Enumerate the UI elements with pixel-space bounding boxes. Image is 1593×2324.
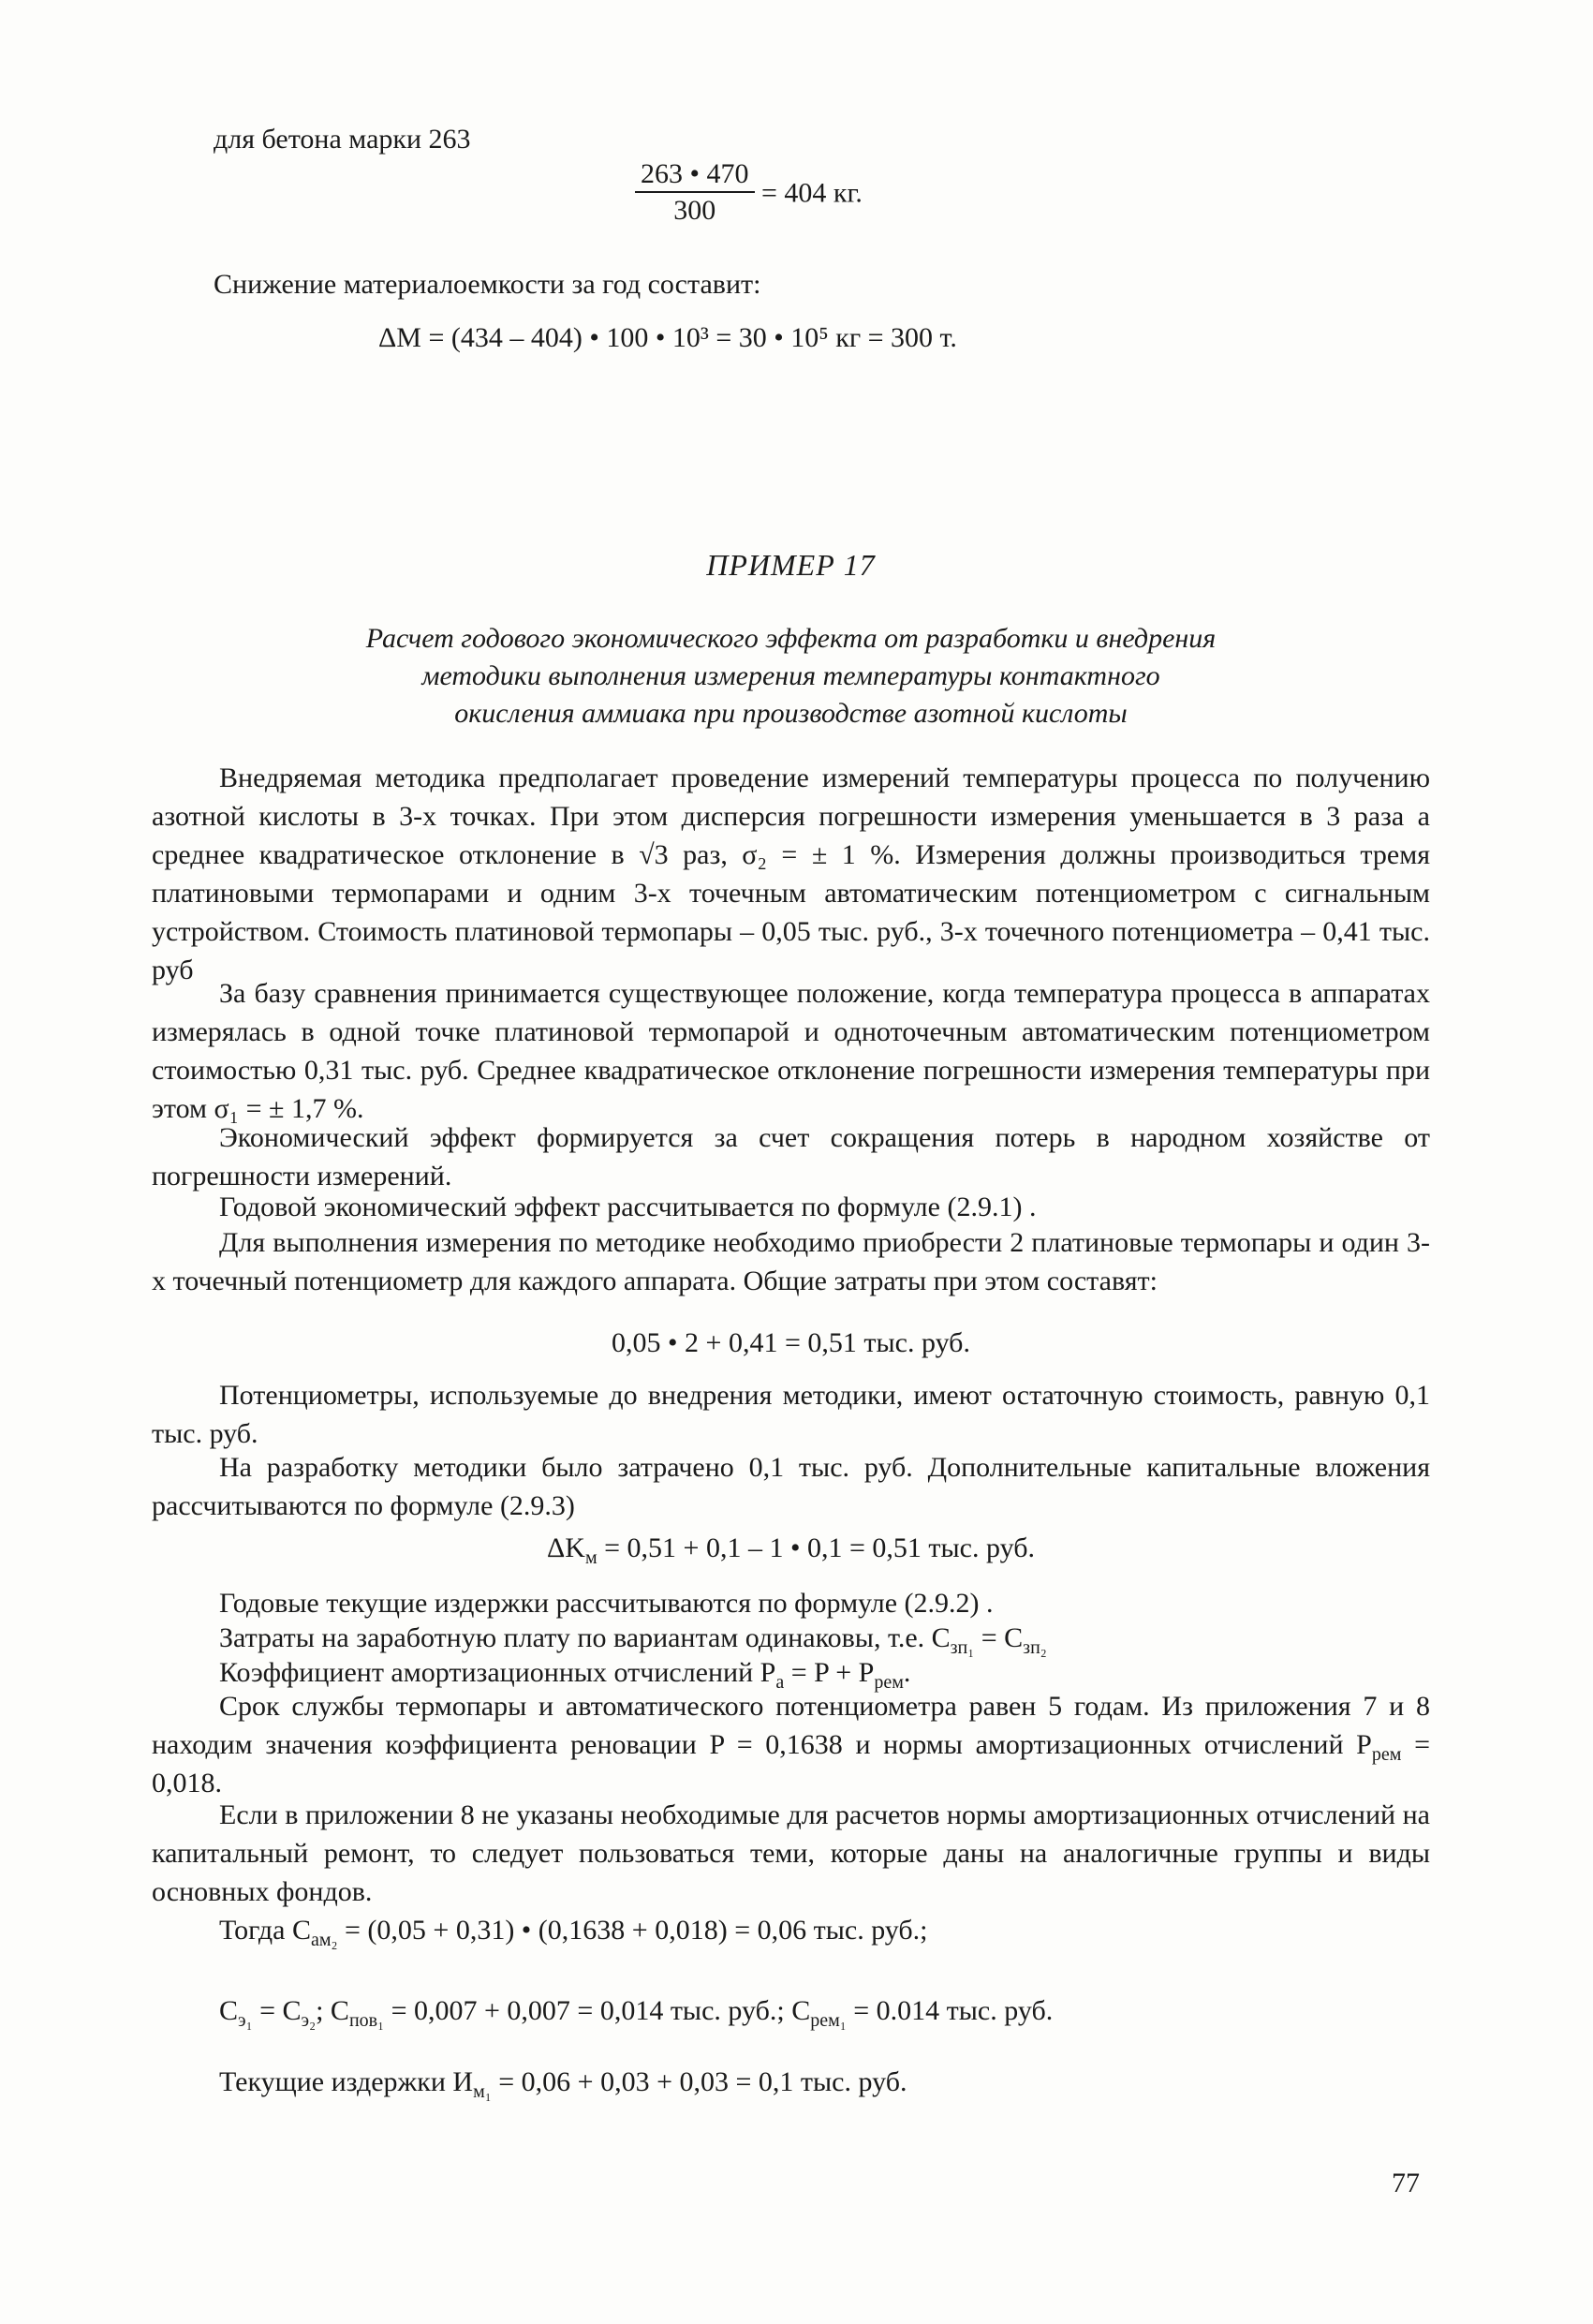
formula-ce — [219, 1991, 1053, 2030]
formula-ce-sub3: пов₁ — [348, 2010, 385, 2031]
formula-dk-lhs: ΔK — [547, 1532, 585, 1563]
paragraph-4-text: Годовой экономический эффект рассчитывается по формуле (2.9.1) . — [219, 1192, 1037, 1222]
formula-ce-5: = 0.014 тыс. руб. — [846, 1995, 1054, 2026]
paragraph-service — [152, 1687, 1430, 1802]
formula-ce-4: = 0,007 + 0,007 = 0,014 тыс. руб.; C — [384, 1995, 811, 2026]
formula-ce-1: C — [219, 1995, 239, 2026]
line-wages-text: Затраты на заработную плату по вариантам одинаковы, т.е. C — [219, 1622, 951, 1653]
line-wages-eq: = C — [974, 1622, 1024, 1653]
line-current-costs: Годовые текущие издержки рассчитываются по формуле (2.9.2) . — [219, 1588, 994, 1619]
formula-cam-sub: ам₂ — [310, 1930, 338, 1950]
paragraph-potentiometers — [152, 1376, 1430, 1453]
line-wages-sub1: зп₁ — [950, 1637, 975, 1658]
paragraph-2 — [152, 974, 1430, 1128]
fraction — [635, 157, 755, 229]
subtitle-line-1: Расчет годового экономического эффекта от разработки и внедрения — [365, 623, 1217, 654]
formula-ce-3: ; C — [316, 1995, 349, 2026]
formula-dk — [152, 1529, 1430, 1567]
delta-m-formula: ΔM = (434 – 404) • 100 • 10³ = 30 • 10⁵ кг = 300 т. — [378, 322, 957, 353]
line-amort-rest: = P + P — [784, 1657, 875, 1688]
example-title: ПРИМЕР 17 — [706, 548, 876, 582]
formula-ce-sub1: э₁ — [238, 2010, 253, 2031]
paragraph-development-text: На разработку методики было затрачено 0,1 тыс. руб. Дополнительные капитальные вложения рассчитываются по формуле (2.9.3) — [152, 1452, 1430, 1521]
line-amort-end: . — [903, 1657, 911, 1688]
formula-current-pre: Текущие издержки И — [219, 2066, 474, 2097]
paragraph-3-text: Экономический эффект формируется за счет сокращения потерь в народном хозяйстве от погрешности измерений. — [152, 1122, 1430, 1192]
formula-dk-sub: м — [584, 1547, 597, 1568]
line-amort-sub2: рем — [874, 1672, 904, 1693]
formula-ce-sub2: э₂ — [301, 2010, 317, 2031]
intro-line: для бетона марки 263 — [214, 124, 471, 155]
paragraph-4 — [152, 1188, 1430, 1226]
paragraph-service-end: = 0,018. — [152, 1729, 1430, 1799]
formula-ce-2: = C — [252, 1995, 302, 2026]
line-amort-sub: а — [775, 1672, 785, 1693]
paragraph-1 — [152, 759, 1430, 989]
paragraph-service-sub: рем — [1371, 1744, 1402, 1765]
formula-cam-rest: = (0,05 + 0,31) • (0,1638 + 0,018) = 0,06 тыс. руб.; — [337, 1915, 928, 1946]
line-amort-text: Коэффициент амортизационных отчислений P — [219, 1657, 776, 1688]
paragraph-development — [152, 1448, 1430, 1525]
formula-total: 0,05 • 2 + 0,41 = 0,51 тыс. руб. — [612, 1327, 970, 1358]
line-amort — [219, 1653, 910, 1692]
paragraph-5-text: Для выполнения измерения по методике необходимо приобрести 2 платиновые термопары и один 3-х точечный потенциометр для каждого аппарата. Общие затраты при этом составят: — [152, 1227, 1430, 1296]
formula-current-rest: = 0,06 + 0,03 + 0,03 = 0,1 тыс. руб. — [491, 2066, 907, 2097]
paragraph-service-text: Срок службы термопары и автоматического потенциометра равен 5 годам. Из приложения 7 и 8 находим значения коэффициента реновации P = 0,1638 и нормы амортизационных отчислений P — [152, 1691, 1430, 1760]
page-number: 77 — [1392, 2168, 1420, 2198]
formula-cam-pre: Тогда C — [219, 1915, 311, 1946]
subtitle-line-3: окисления аммиака при производстве азотной кислоты — [454, 698, 1128, 729]
fraction-formula — [635, 157, 863, 229]
formula-current-sub: м₁ — [473, 2081, 492, 2102]
reduction-text: Снижение материалоемкости за год составит: — [214, 269, 761, 300]
paragraph-3 — [152, 1118, 1430, 1195]
line-wages — [219, 1619, 1047, 1657]
paragraph-appendix — [152, 1796, 1430, 1911]
subtitle-line-2: методики выполнения измерения температуры контактного — [421, 660, 1160, 691]
fraction-numerator: 263 • 470 — [635, 157, 755, 193]
fraction-result: = 404 кг. — [761, 177, 863, 209]
formula-cam — [219, 1911, 928, 1949]
formula-dk-rhs: = 0,51 + 0,1 – 1 • 0,1 = 0,51 тыс. руб. — [597, 1532, 1035, 1563]
paragraph-potentiometers-text: Потенциометры, используемые до внедрения методики, имеют остаточную стоимость, равную 0,1 тыс. руб. — [152, 1380, 1430, 1449]
example-subtitle — [152, 620, 1430, 733]
formula-current — [219, 2063, 907, 2101]
line-wages-sub2: зп₂ — [1023, 1637, 1047, 1658]
paragraph-1-text: Внедряемая методика предполагает проведение измерений температуры процесса по получению азотной кислоты в 3-х точках. При этом дисперсия погрешности измерения уменьшается в 3 раза а среднее квадратическое отклонение в √3 раз, σ₂ = ± 1 %. Измерения должны производиться тремя платиновыми термопарами и одним 3-х точечным автоматическим потенциометром с сигнальным устройством. Стоимость платиновой термопары – 0,05 тыс. руб., 3-х точечного потенциометра – 0,41 тыс. руб — [152, 762, 1430, 985]
formula-ce-sub4: рем₁ — [810, 2010, 847, 2031]
paragraph-service-body — [152, 1687, 1430, 1802]
fraction-denominator: 300 — [673, 195, 716, 226]
paragraph-2-text: За базу сравнения принимается существующее положение, когда температура процесса в аппаратах измерялась в одной точке платиновой термопарой и одноточечным автоматическим потенциометром стоимостью 0,31 тыс. руб. Среднее квадратическое отклонение погрешности измерения температуры при этом σ₁ = ± 1,7 %. — [152, 978, 1430, 1124]
paragraph-5 — [152, 1223, 1430, 1300]
paragraph-appendix-text: Если в приложении 8 не указаны необходимые для расчетов нормы амортизационных отчислений на капитальный ремонт, то следует пользоваться теми, которые даны на аналогичные группы и виды основных фондов. — [152, 1799, 1430, 1907]
